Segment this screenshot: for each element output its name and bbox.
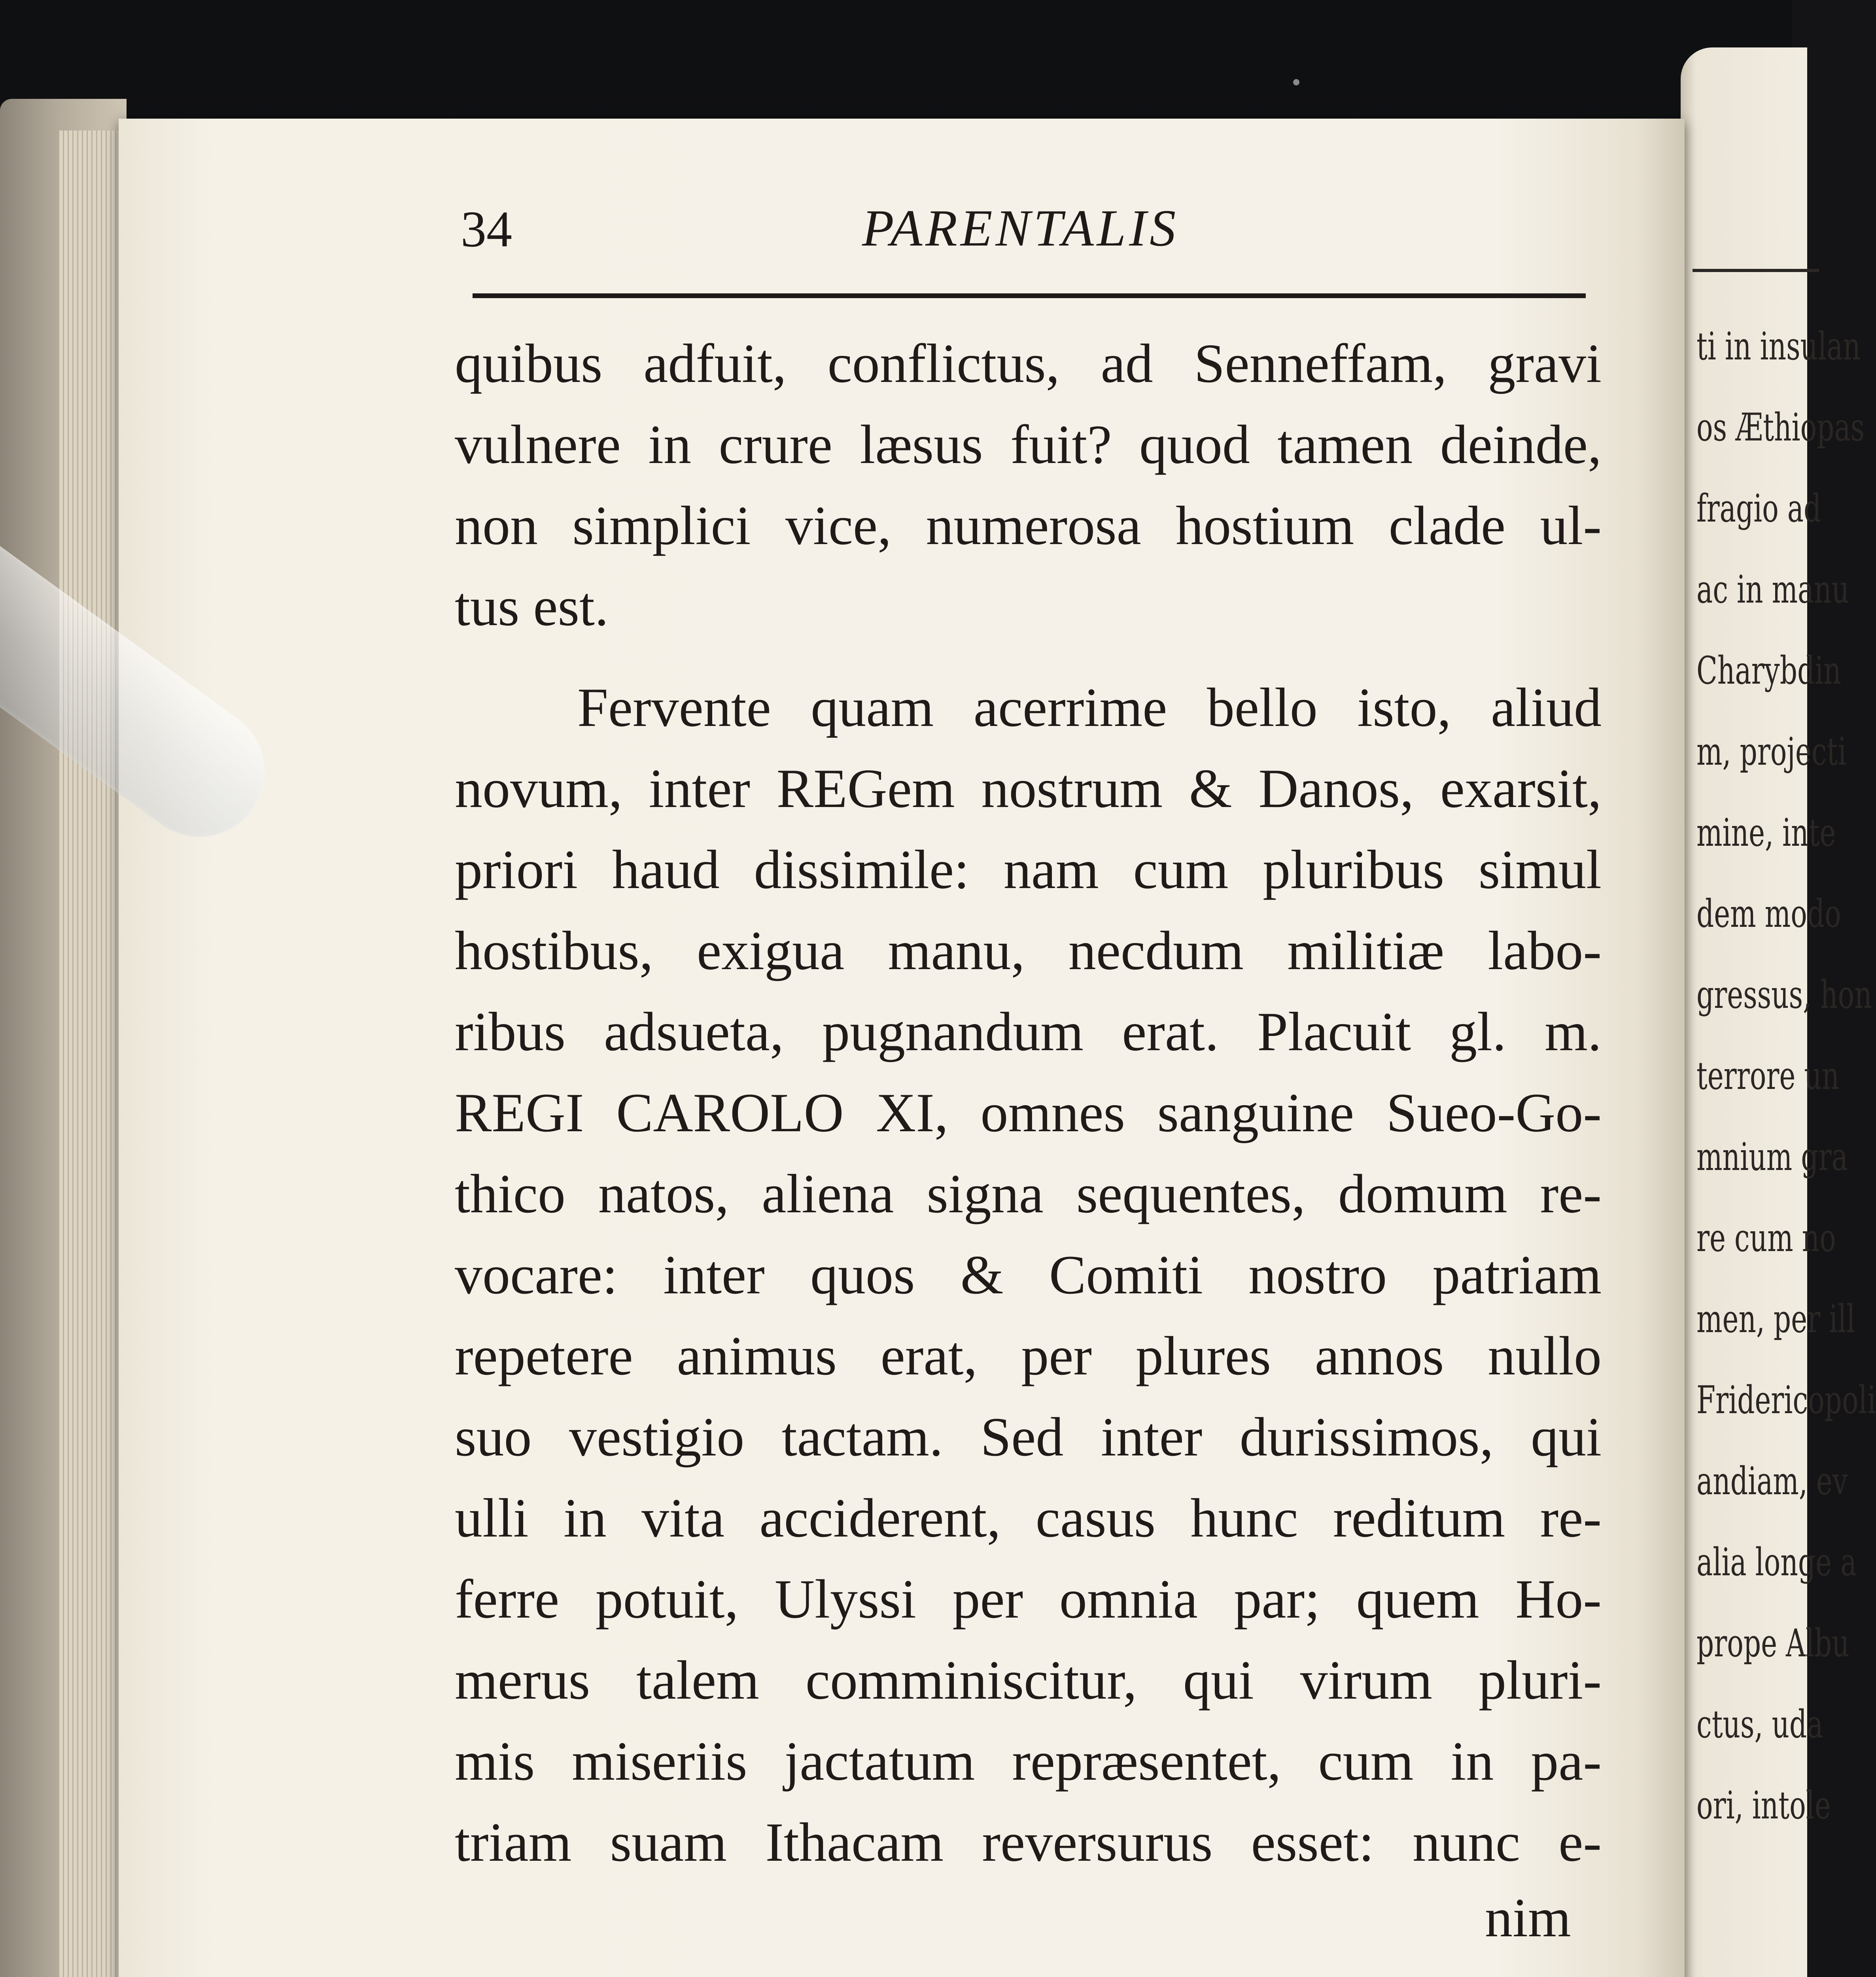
text-line: thico natos, aliena signa sequentes, domum re- [455,1163,1602,1225]
facing-page-line: m, projecti [1696,730,1847,774]
text-line: quibus adfuit, conflictus, ad Senneffam, gravi [455,333,1602,394]
facing-page-line: dem modo [1696,892,1841,936]
text-line: ferre potuit, Ulyssi per omnia par; quem Ho- [455,1569,1602,1630]
text-line: REGI CAROLO XI, omnes sanguine Sueo-Go- [455,1082,1602,1143]
facing-page-line: mnium gra [1696,1135,1848,1179]
text-line: triam suam Ithacam reversurus esset: nunc e- [455,1812,1602,1873]
dust-speck [1293,79,1299,85]
facing-page-line: re cum no [1696,1216,1836,1260]
text-line: ribus adsueta, pugnandum erat. Placuit gl. m. [455,1001,1602,1062]
facing-page-line: Fridericopoli [1696,1378,1876,1422]
text-line: Fervente quam acerrime bello isto, aliud [577,677,1602,738]
page-number: 34 [461,201,512,258]
facing-page-line: gressus, hon [1696,973,1872,1017]
page-edges [59,130,127,1977]
text-line: priori haud dissimile: nam cum pluribus simul [455,839,1602,900]
facing-page-line: ctus, uda [1696,1702,1823,1746]
text-line: tus est. [455,576,609,637]
text-line: hostibus, exigua manu, necdum militiæ labo- [455,920,1602,981]
text-line: vulnere in crure læsus fuit? quod tamen deinde, [455,414,1602,475]
facing-page-line: ori, intole [1696,1783,1831,1828]
text-line: ulli in vita acciderent, casus hunc reditum re- [455,1487,1602,1549]
facing-page-line: ac in manu [1696,567,1850,612]
text-line: suo vestigio tactam. Sed inter durissimos, qui [455,1406,1602,1468]
running-title: PARENTALIS [862,199,1179,257]
facing-page-line: mine, inte [1696,811,1836,855]
facing-page-line: terrore un [1696,1054,1840,1098]
header-rule [473,293,1586,298]
text-line: non simplici vice, numerosa hostium clade ul- [455,495,1602,556]
facing-page-line: fragio ad [1696,486,1821,531]
facing-page-line: alia longe a [1696,1540,1857,1584]
text-line: repetere animus erat, per plures annos nullo [455,1325,1602,1387]
facing-page-line: men, per ill [1696,1297,1855,1341]
text-line: vocare: inter quos & Comiti nostro patriam [455,1244,1602,1306]
text-line: mis miseriis jactatum repræsentet, cum in pa- [455,1731,1602,1792]
facing-page-line: os Æthiopas [1696,405,1865,450]
facing-page-line: Charybdin [1696,648,1841,693]
catchword: nim [1485,1887,1571,1949]
text-line: merus talem comminiscitur, qui virum pluri- [455,1650,1602,1711]
facing-page-line: prope Albu [1696,1621,1850,1665]
facing-page [1681,47,1876,1977]
facing-page-line: andiam, ev [1696,1459,1848,1503]
facing-page-line: ti in insulan [1696,324,1861,369]
facing-page-text [1681,47,1876,1977]
text-line: novum, inter REGem nostrum & Danos, exarsit, [455,758,1602,819]
